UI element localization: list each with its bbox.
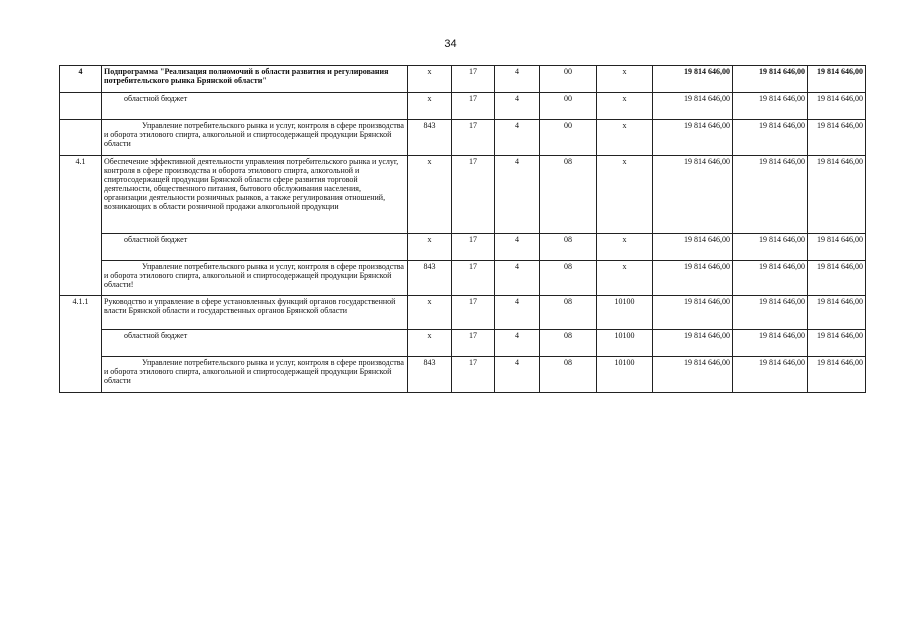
pr-cell: 4	[495, 120, 540, 156]
amount-1-cell: 19 814 646,00	[653, 234, 733, 261]
amount-1-cell: 19 814 646,00	[653, 156, 733, 234]
csr-cell: 08	[540, 261, 597, 296]
csr-cell: 00	[540, 93, 597, 120]
vr-cell: x	[597, 156, 653, 234]
row-name-cell: областной бюджет	[102, 234, 408, 261]
gr-cell: 843	[408, 357, 452, 393]
vr-cell: 10100	[597, 357, 653, 393]
table-row	[60, 234, 866, 261]
amount-3-cell: 19 814 646,00	[808, 93, 866, 120]
csr-cell: 00	[540, 120, 597, 156]
amount-2-cell: 19 814 646,00	[733, 156, 808, 234]
vr-cell: 10100	[597, 296, 653, 330]
amount-1-cell: 19 814 646,00	[653, 296, 733, 330]
row-number-cell: 4	[60, 66, 102, 93]
pr-cell: 4	[495, 156, 540, 234]
amount-3-cell: 19 814 646,00	[808, 261, 866, 296]
row-number-cell	[60, 93, 102, 120]
amount-2-cell: 19 814 646,00	[733, 357, 808, 393]
amount-1-cell: 19 814 646,00	[653, 120, 733, 156]
table-row	[60, 357, 866, 393]
amount-3-cell: 19 814 646,00	[808, 120, 866, 156]
row-number-cell	[60, 261, 102, 296]
gr-cell: 843	[408, 120, 452, 156]
amount-2-cell: 19 814 646,00	[733, 330, 808, 357]
vr-cell: x	[597, 93, 653, 120]
pr-cell: 4	[495, 330, 540, 357]
table-row	[60, 93, 866, 120]
table-row	[60, 261, 866, 296]
row-number-cell	[60, 330, 102, 357]
row-number-cell: 4.1	[60, 156, 102, 234]
vr-cell: x	[597, 66, 653, 93]
gr-cell: x	[408, 296, 452, 330]
pr-cell: 4	[495, 234, 540, 261]
amount-2-cell: 19 814 646,00	[733, 261, 808, 296]
gr-cell: x	[408, 330, 452, 357]
page-number: 34	[444, 38, 457, 50]
vr-cell: x	[597, 261, 653, 296]
row-name-cell: Руководство и управление в сфере установленных функций органов государственной власти Брянской области и государственных органов Брянской области	[102, 296, 408, 330]
csr-cell: 00	[540, 66, 597, 93]
table-row	[60, 296, 866, 330]
row-name-cell: Управление потребительского рынка и услуг, контроля в сфере производства и оборота этилового спирта, алкогольной и спиртосодержащей продукции Брянской области!	[102, 261, 408, 296]
row-number-cell	[60, 357, 102, 393]
row-name-cell: Управление потребительского рынка и услуг, контроля в сфере производства и оборота этилового спирта, алкогольной и спиртосодержащей продукции Брянской области	[102, 120, 408, 156]
table-row	[60, 156, 866, 234]
rz-cell: 17	[452, 120, 495, 156]
gr-cell: 843	[408, 261, 452, 296]
rz-cell: 17	[452, 330, 495, 357]
amount-1-cell: 19 814 646,00	[653, 93, 733, 120]
row-name-cell: Подпрограмма "Реализация полномочий в области развития и регулирования потребительского рынка Брянской области"	[102, 66, 408, 93]
amount-3-cell: 19 814 646,00	[808, 330, 866, 357]
pr-cell: 4	[495, 357, 540, 393]
table-row	[60, 120, 866, 156]
gr-cell: x	[408, 93, 452, 120]
amount-3-cell: 19 814 646,00	[808, 296, 866, 330]
rz-cell: 17	[452, 357, 495, 393]
amount-1-cell: 19 814 646,00	[653, 357, 733, 393]
row-name-cell: Обеспечение эффективной деятельности управления потребительского рынка и услуг, контроля в сфере производства и оборота этилового спирта, алкогольной и спиртосодержащей продукции Брянской области сфере развития торговой деятельности, общественного питания, бытового обслуживания населения, организации деятельности розничных рынков, а также регулирования отношений, возникающих в области розничной продажи алкогольной продукции	[102, 156, 408, 234]
rz-cell: 17	[452, 93, 495, 120]
rz-cell: 17	[452, 156, 495, 234]
amount-1-cell: 19 814 646,00	[653, 261, 733, 296]
csr-cell: 08	[540, 296, 597, 330]
amount-3-cell: 19 814 646,00	[808, 66, 866, 93]
row-name-cell: областной бюджет	[102, 330, 408, 357]
amount-2-cell: 19 814 646,00	[733, 234, 808, 261]
pr-cell: 4	[495, 261, 540, 296]
amount-2-cell: 19 814 646,00	[733, 66, 808, 93]
amount-2-cell: 19 814 646,00	[733, 120, 808, 156]
gr-cell: x	[408, 66, 452, 93]
csr-cell: 08	[540, 330, 597, 357]
amount-3-cell: 19 814 646,00	[808, 156, 866, 234]
gr-cell: x	[408, 156, 452, 234]
table-row	[60, 330, 866, 357]
amount-3-cell: 19 814 646,00	[808, 234, 866, 261]
amount-2-cell: 19 814 646,00	[733, 93, 808, 120]
amount-1-cell: 19 814 646,00	[653, 66, 733, 93]
table-row	[60, 66, 866, 93]
rz-cell: 17	[452, 66, 495, 93]
pr-cell: 4	[495, 66, 540, 93]
vr-cell: 10100	[597, 330, 653, 357]
vr-cell: x	[597, 234, 653, 261]
pr-cell: 4	[495, 296, 540, 330]
csr-cell: 08	[540, 357, 597, 393]
row-name-cell: областной бюджет	[102, 93, 408, 120]
pr-cell: 4	[495, 93, 540, 120]
csr-cell: 08	[540, 156, 597, 234]
rz-cell: 17	[452, 261, 495, 296]
amount-1-cell: 19 814 646,00	[653, 330, 733, 357]
vr-cell: x	[597, 120, 653, 156]
gr-cell: x	[408, 234, 452, 261]
rz-cell: 17	[452, 234, 495, 261]
csr-cell: 08	[540, 234, 597, 261]
rz-cell: 17	[452, 296, 495, 330]
budget-table	[59, 65, 866, 393]
amount-3-cell: 19 814 646,00	[808, 357, 866, 393]
row-number-cell	[60, 234, 102, 261]
row-number-cell	[60, 120, 102, 156]
amount-2-cell: 19 814 646,00	[733, 296, 808, 330]
row-name-cell: Управление потребительского рынка и услуг, контроля в сфере производства и оборота этилового спирта, алкогольной и спиртосодержащей продукции Брянской области	[102, 357, 408, 393]
row-number-cell: 4.1.1	[60, 296, 102, 330]
